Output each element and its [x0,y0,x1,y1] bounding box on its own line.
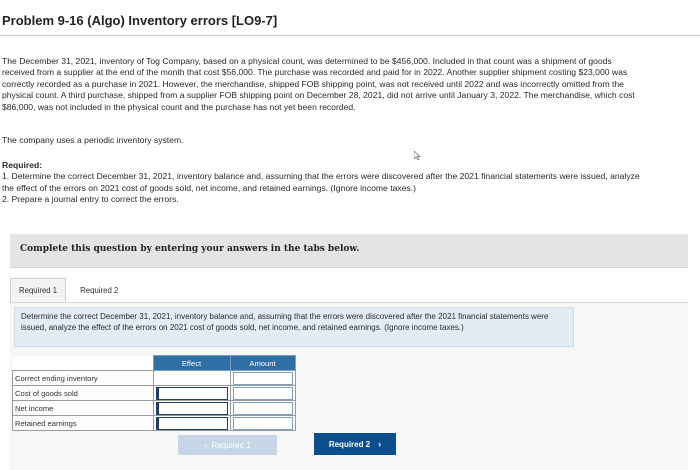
effect-dropdown[interactable] [156,402,228,415]
tab-bar [10,278,126,302]
tab-required-2[interactable]: Required 2 [80,285,119,295]
table-row [13,401,296,416]
effect-dropdown[interactable] [156,417,228,430]
mouse-cursor-icon [414,151,421,160]
previous-tab-label: Required 1 [211,440,251,450]
table-row [13,371,296,386]
required-item-2: 2. Prepare a journal entry to correct the errors. [2,194,179,205]
next-tab-button[interactable] [314,433,396,455]
title-divider [0,35,700,36]
table-header-row [13,356,296,371]
effect-cell [153,416,230,431]
table-row [13,416,296,431]
banner-text: Complete this question by entering your answers in the tabs below. [20,244,360,254]
problem-description: The December 31, 2021, inventory of Tog Company, based on a physical count, was determined to be $456,000. Included in that count was a shipment of goods received from a supplier at the end of the month that cost $56,000. The purchase was recorded and paid for in 2022. Another supplier shipment costing $23,000 was correctly recorded as a purchase in 2021. However, the merchandise, shipped FOB shipping point, was not received until 2022 and was incorrectly omitted from the physical count. A third purchase, shipped from a supplier FOB shipping point on December 28, 2021, did not arrive until January 3, 2022. The merchandise, which cost $86,000, was not included in the physical count and the purchase has not yet been recorded. [2,56,635,112]
row-label-retained-earnings: Retained earnings [13,416,154,431]
amount-cell [230,401,295,416]
column-header-effect: Effect [153,356,230,371]
amount-input[interactable] [233,402,293,415]
errors-effect-table [12,355,296,431]
panel-instruction: Determine the correct December 31, 2021, inventory balance and, assuming that the errors were discovered after the 2021 financial statements were issued, analyze the effect of the errors on 2021 cost of goods sold, net income, and retained earnings. (Ignore income taxes.) [14,307,574,347]
required-item-1: 1. Determine the correct December 31, 2021, inventory balance and, assuming that the errors were discovered after the 2021 financial statements were issued, analyze the effect of the errors on 2021 cost of goods sold, net income, and retained earnings. (Ignore income taxes.) [2,171,640,193]
amount-cell [230,416,295,431]
table-row [13,386,296,401]
next-tab-label: Required 2 [328,439,371,449]
tab-required-1[interactable]: Required 1 [10,278,66,302]
column-header-amount: Amount [230,356,295,371]
amount-input[interactable] [233,417,293,430]
required-heading: Required: [2,160,43,170]
table-header-blank [13,356,154,371]
instruction-banner [10,234,688,268]
effect-dropdown[interactable] [156,387,228,400]
page-title: Problem 9-16 (Algo) Inventory errors [LO9-7] [2,13,278,28]
chevron-right-icon: › [378,439,382,449]
effect-cell [153,386,230,401]
row-label-net-income: Net income [13,401,154,416]
required-section [2,160,642,206]
inventory-system-note: The company uses a periodic inventory system. [2,135,184,145]
previous-tab-button[interactable] [178,435,277,455]
row-label-cost-of-goods-sold: Cost of goods sold [13,386,154,401]
chevron-left-icon: ‹ [204,440,208,450]
amount-cell [230,386,295,401]
amount-input[interactable] [233,372,293,385]
amount-cell [230,371,295,386]
effect-cell [153,371,230,386]
effect-cell [153,401,230,416]
row-label-correct-ending-inventory: Correct ending inventory [13,371,154,386]
amount-input[interactable] [233,387,293,400]
